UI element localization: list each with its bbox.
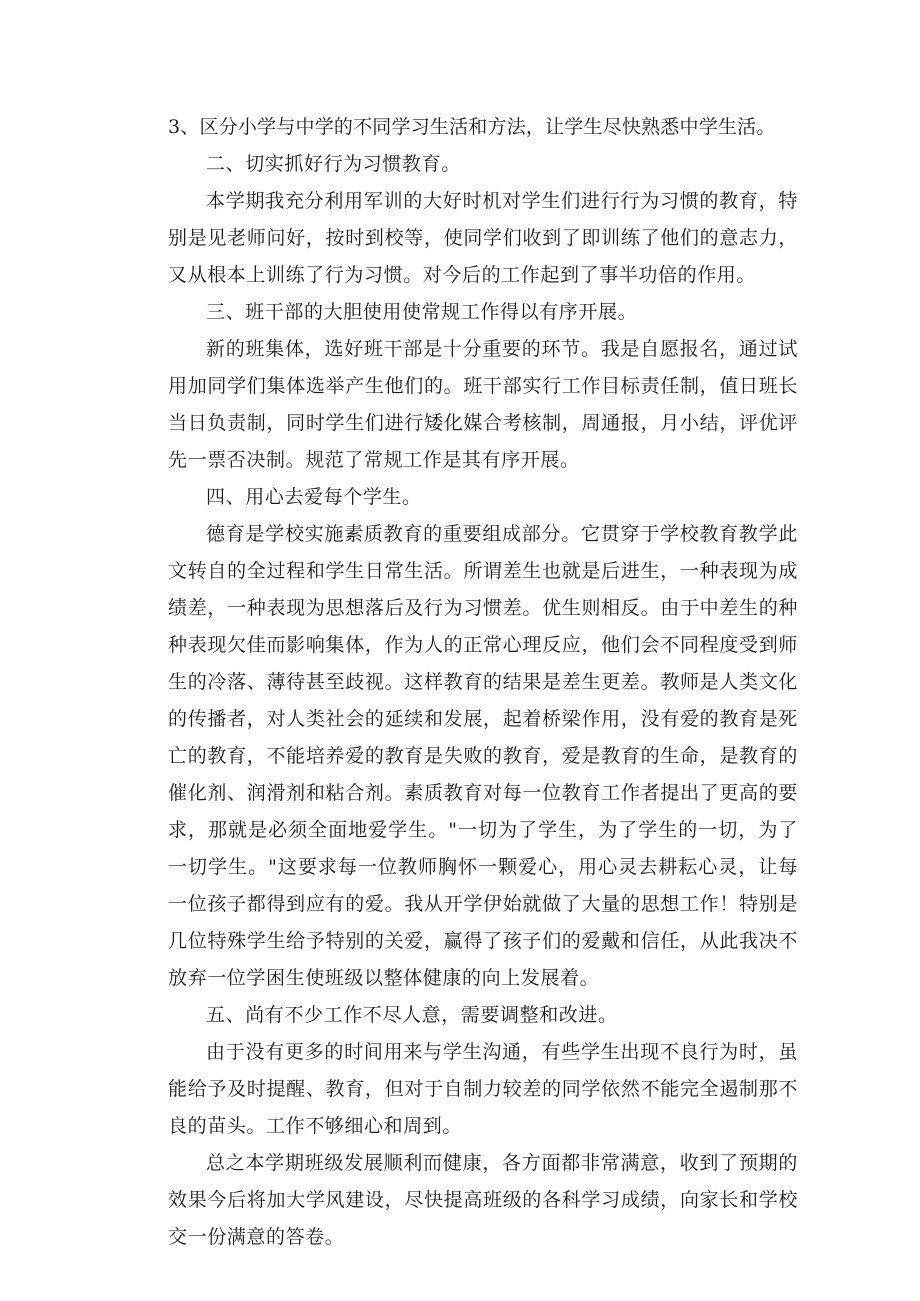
document-body: [168, 109, 798, 1256]
heading-class-cadres: 三、班干部的大胆使用使常规工作得以有序开展。: [206, 301, 638, 323]
paragraph-military-training: 本学期我充分利用军训的大好时机对学生们进行行为习惯的教育，特别是见老师问好，按时到校等，使同学们收到了即训练了他们的意志力，又从根本上训练了行为习惯。对今后的工作起到了事半功倍的作用。: [168, 190, 798, 286]
paragraph-moral-education: 德育是学校实施素质教育的重要组成部分。它贯穿于学校教育教学此文转自的全过程和学生日常生活。所谓差生也就是后进生，一种表现为成绩差，一种表现为思想落后及行为习惯差。优生则相反。由于中差生的种种表现欠佳而影响集体，作为人的正常心理反应，他们会不同程度受到师生的冷落、薄待甚至歧视。这样教育的结果是差生更差。教师是人类文化的传播者，对人类社会的延续和发展，起着桥梁作用，没有爱的教育是死亡的教育，不能培养爱的教育是失败的教育，爱是教育的生命，是教育的催化剂、润滑剂和粘合剂。素质教育对每一位教育工作者提出了更高的要求，那就是必须全面地爱学生。"一切为了学生，为了学生的一切，为了一切学生。"这要求每一位教师胸怀一颗爱心，用心灵去耕耘心灵，让每一位孩子都得到应有的爱。我从开学伊始就做了大量的思想工作！特别是几位特殊学生给予特别的关爱，赢得了孩子们的爱戴和信任，从此我决不放弃一位学困生使班级以整体健康的向上发展着。: [168, 523, 798, 989]
paragraph-conclusion: 总之本学期班级发展顺利而健康，各方面都非常满意，收到了预期的效果今后将加大学风建设，尽快提高班级的各科学习成绩，向家长和学校交一份满意的答卷。: [168, 1152, 798, 1248]
paragraph-communication: 由于没有更多的时间用来与学生沟通，有些学生出现不良行为时，虽能给予及时提醒、教育，但对于自制力较差的同学依然不能完全遏制那不良的苗头。工作不够细心和周到。: [168, 1041, 798, 1137]
paragraph-class-cadres: 新的班集体，选好班干部是十分重要的环节。我是自愿报名，通过试用加同学们集体选举产生他们的。班干部实行工作目标责任制，值日班长当日负责制，同时学生们进行矮化媒合考核制，周通报，月小结，评优评先一票否决制。规范了常规工作是其有序开展。: [168, 338, 798, 471]
heading-love-students: 四、用心去爱每个学生。: [206, 486, 422, 508]
paragraph-point-3: 3、区分小学与中学的不同学习生活和方法，让学生尽快熟悉中学生活。: [168, 116, 776, 138]
heading-improvements: 五、尚有不少工作不尽人意，需要调整和改进。: [206, 1004, 618, 1026]
heading-behavior-habits: 二、切实抓好行为习惯教育。: [206, 153, 461, 175]
